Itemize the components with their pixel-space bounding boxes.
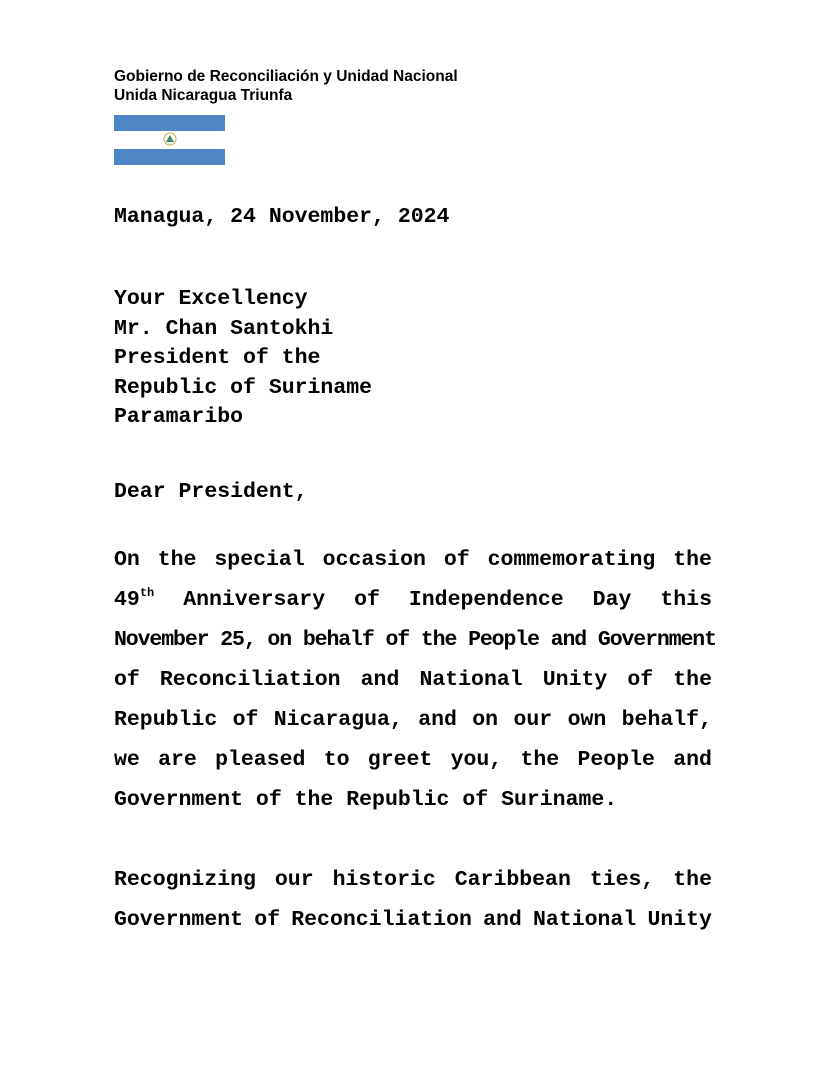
word: the [673,668,712,692]
coat-of-arms-icon [163,132,177,146]
word: occasion [322,548,426,572]
paragraph-line [114,860,712,900]
paragraph-line [114,700,712,740]
word: of [232,708,259,732]
address-line: President of the [114,346,321,370]
nicaragua-flag-icon [114,115,225,165]
word: commemorating [487,548,656,572]
body-paragraph-1 [114,540,716,820]
flag-stripe-bottom [114,149,225,165]
government-motto: Unida Nicaragua Triunfa [114,87,293,104]
word: National [419,668,523,692]
word: pleased [215,748,306,772]
word: historic [332,868,436,892]
word: and [483,908,522,932]
salutation: Dear President, [114,480,308,504]
word: the [520,748,560,772]
letterhead [114,67,458,105]
word: People [577,748,655,772]
word: of [114,668,140,692]
word: and [360,668,400,692]
word: of [354,588,380,612]
word: and [418,708,457,732]
paragraph-line [114,740,712,780]
word: of [254,908,281,932]
paragraph-line [114,580,712,620]
word: own [567,708,607,732]
word: behalf, [621,708,712,732]
address-line: Mr. Chan Santokhi [114,316,334,341]
address-line: Your Excellency [114,287,308,311]
word: of [627,668,654,692]
paragraph-line [114,900,712,940]
word: our [513,708,553,732]
word: on [472,708,499,732]
word: are [158,748,197,772]
paragraph-line [114,660,712,700]
word: we [114,748,140,772]
address-line: Republic of Suriname [114,375,373,400]
word: of [443,548,470,572]
ordinal-suffix: th [139,586,155,600]
word: the [157,548,197,572]
word: greet [367,748,433,772]
word: Nicaragua, [273,708,403,732]
recipient-address [114,285,372,433]
word: Reconciliation [291,908,472,932]
flag-stripe-top [114,115,225,131]
ordinal [114,580,154,620]
word: the [673,548,712,572]
word: On [114,548,140,572]
address-line: Paramaribo [114,405,244,429]
word: Unity [647,908,712,932]
letter-date: Managua, 24 November, 2024 [114,205,450,229]
word: our [274,868,314,892]
paragraph-line [114,540,712,580]
word: Unity [542,668,608,692]
word: Reconciliation [159,668,341,692]
body-paragraph-2 [114,860,712,940]
word: Day [592,588,632,612]
paragraph-line: Government of the Republic of Suriname. [114,788,618,812]
word: this [660,588,712,612]
word: Caribbean [454,868,571,892]
word: ties, [589,868,655,892]
word: to [323,748,350,772]
paragraph-line: November 25, on behalf of the People and Government [114,628,716,652]
word: Anniversary [183,588,326,612]
word: Independence [408,588,564,612]
word: Recognizing [114,868,256,892]
word: Government [114,908,244,932]
word: Republic [114,708,218,732]
word: and [673,748,712,772]
word: National [533,908,637,932]
word: the [673,868,712,892]
word: special [214,548,305,572]
government-name: Gobierno de Reconciliación y Unidad Nacional [114,68,458,85]
word: you, [450,748,503,772]
ordinal-number: 49 [114,588,140,612]
